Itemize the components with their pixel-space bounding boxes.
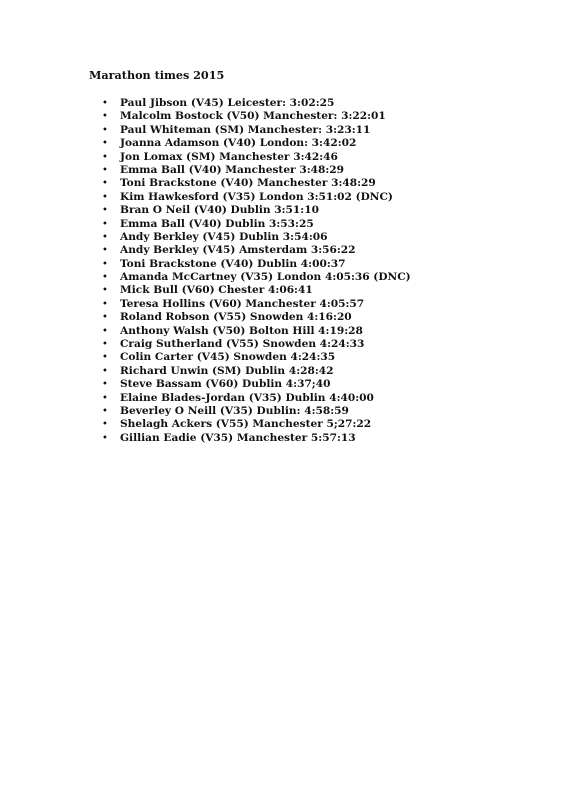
list-item bbox=[100, 351, 411, 364]
list-item bbox=[100, 418, 411, 431]
bullet-icon: • bbox=[102, 258, 108, 270]
entry-text: Beverley O Neill (V35) Dublin: 4:58:59 bbox=[120, 404, 349, 417]
entry-text: Shelagh Ackers (V55) Manchester 5;27:22 bbox=[120, 418, 372, 431]
list-item bbox=[100, 191, 411, 204]
entry-text: Anthony Walsh (V50) Bolton Hill 4:19:28 bbox=[120, 324, 363, 337]
entry-text: Andy Berkley (V45) Amsterdam 3:56:22 bbox=[120, 244, 356, 257]
entry-text: Kim Hawkesford (V35) London 3:51:02 (DNC) bbox=[120, 190, 393, 203]
bullet-icon: • bbox=[102, 245, 108, 257]
list-item bbox=[100, 378, 411, 391]
marathon-times-list bbox=[100, 97, 411, 445]
entry-text: Toni Brackstone (V40) Dublin 4:00:37 bbox=[120, 257, 346, 270]
entry-text: Toni Brackstone (V40) Manchester 3:48:29 bbox=[120, 177, 376, 190]
bullet-icon: • bbox=[102, 272, 108, 284]
entry-text: Malcolm Bostock (V50) Manchester: 3:22:01 bbox=[120, 110, 386, 123]
entry-text: Roland Robson (V55) Snowden 4:16:20 bbox=[120, 311, 352, 324]
entry-text: Teresa Hollins (V60) Manchester 4:05:57 bbox=[120, 297, 365, 310]
entry-text: Mick Bull (V60) Chester 4:06:41 bbox=[120, 284, 313, 297]
bullet-icon: • bbox=[102, 405, 108, 417]
bullet-icon: • bbox=[102, 218, 108, 230]
bullet-icon: • bbox=[102, 365, 108, 377]
list-item bbox=[100, 151, 411, 164]
entry-text: Paul Whiteman (SM) Manchester: 3:23:11 bbox=[120, 123, 371, 136]
bullet-icon: • bbox=[102, 124, 108, 136]
entry-text: Jon Lomax (SM) Manchester 3:42:46 bbox=[120, 150, 338, 163]
bullet-icon: • bbox=[102, 352, 108, 364]
entry-text: Andy Berkley (V45) Dublin 3:54:06 bbox=[120, 230, 328, 243]
entry-text: Bran O Neil (V40) Dublin 3:51:10 bbox=[120, 204, 319, 217]
list-item bbox=[100, 97, 411, 110]
entry-text: Paul Jibson (V45) Leicester: 3:02:25 bbox=[120, 97, 335, 109]
bullet-icon: • bbox=[102, 325, 108, 337]
entry-text: Emma Ball (V40) Manchester 3:48:29 bbox=[120, 163, 345, 176]
list-item bbox=[100, 271, 411, 284]
list-item bbox=[100, 110, 411, 123]
entry-text: Richard Unwin (SM) Dublin 4:28:42 bbox=[120, 364, 334, 377]
list-item bbox=[100, 284, 411, 297]
bullet-icon: • bbox=[102, 231, 108, 243]
bullet-icon: • bbox=[102, 111, 108, 123]
bullet-icon: • bbox=[102, 379, 108, 391]
bullet-icon: • bbox=[102, 151, 108, 163]
list-item bbox=[100, 244, 411, 257]
list-item bbox=[100, 258, 411, 271]
entry-text: Amanda McCartney (V35) London 4:05:36 (DNC) bbox=[120, 271, 411, 284]
entry-text: Craig Sutherland (V55) Snowden 4:24:33 bbox=[120, 338, 365, 351]
list-item bbox=[100, 338, 411, 351]
entry-text: Gillian Eadie (V35) Manchester 5:57:13 bbox=[120, 431, 356, 444]
bullet-icon: • bbox=[102, 178, 108, 190]
list-item bbox=[100, 432, 411, 445]
list-item bbox=[100, 231, 411, 244]
list-item bbox=[100, 204, 411, 217]
bullet-icon: • bbox=[102, 205, 108, 217]
entry-text: Steve Bassam (V60) Dublin 4:37;40 bbox=[120, 378, 331, 391]
list-item bbox=[100, 164, 411, 177]
entry-text: Elaine Blades-Jordan (V35) Dublin 4:40:00 bbox=[120, 391, 374, 404]
list-item bbox=[100, 392, 411, 405]
bullet-icon: • bbox=[102, 432, 108, 444]
bullet-icon: • bbox=[102, 191, 108, 203]
list-item bbox=[100, 177, 411, 190]
list-item bbox=[100, 311, 411, 324]
bullet-icon: • bbox=[102, 285, 108, 297]
bullet-icon: • bbox=[102, 339, 108, 351]
entry-text: Emma Ball (V40) Dublin 3:53:25 bbox=[120, 217, 314, 230]
bullet-icon: • bbox=[102, 298, 108, 310]
bullet-icon: • bbox=[102, 312, 108, 324]
list-item bbox=[100, 218, 411, 231]
list-item bbox=[100, 365, 411, 378]
bullet-icon: • bbox=[102, 138, 108, 150]
bullet-icon: • bbox=[102, 419, 108, 431]
document-title: Marathon times 2015 bbox=[89, 68, 225, 82]
bullet-icon: • bbox=[102, 164, 108, 176]
list-item bbox=[100, 124, 411, 137]
list-item bbox=[100, 405, 411, 418]
list-item bbox=[100, 298, 411, 311]
list-item bbox=[100, 137, 411, 150]
bullet-icon: • bbox=[102, 392, 108, 404]
list-item bbox=[100, 325, 411, 338]
bullet-icon: • bbox=[102, 98, 108, 109]
entry-text: Joanna Adamson (V40) London: 3:42:02 bbox=[120, 137, 357, 150]
entry-text: Colin Carter (V45) Snowden 4:24:35 bbox=[120, 351, 336, 364]
